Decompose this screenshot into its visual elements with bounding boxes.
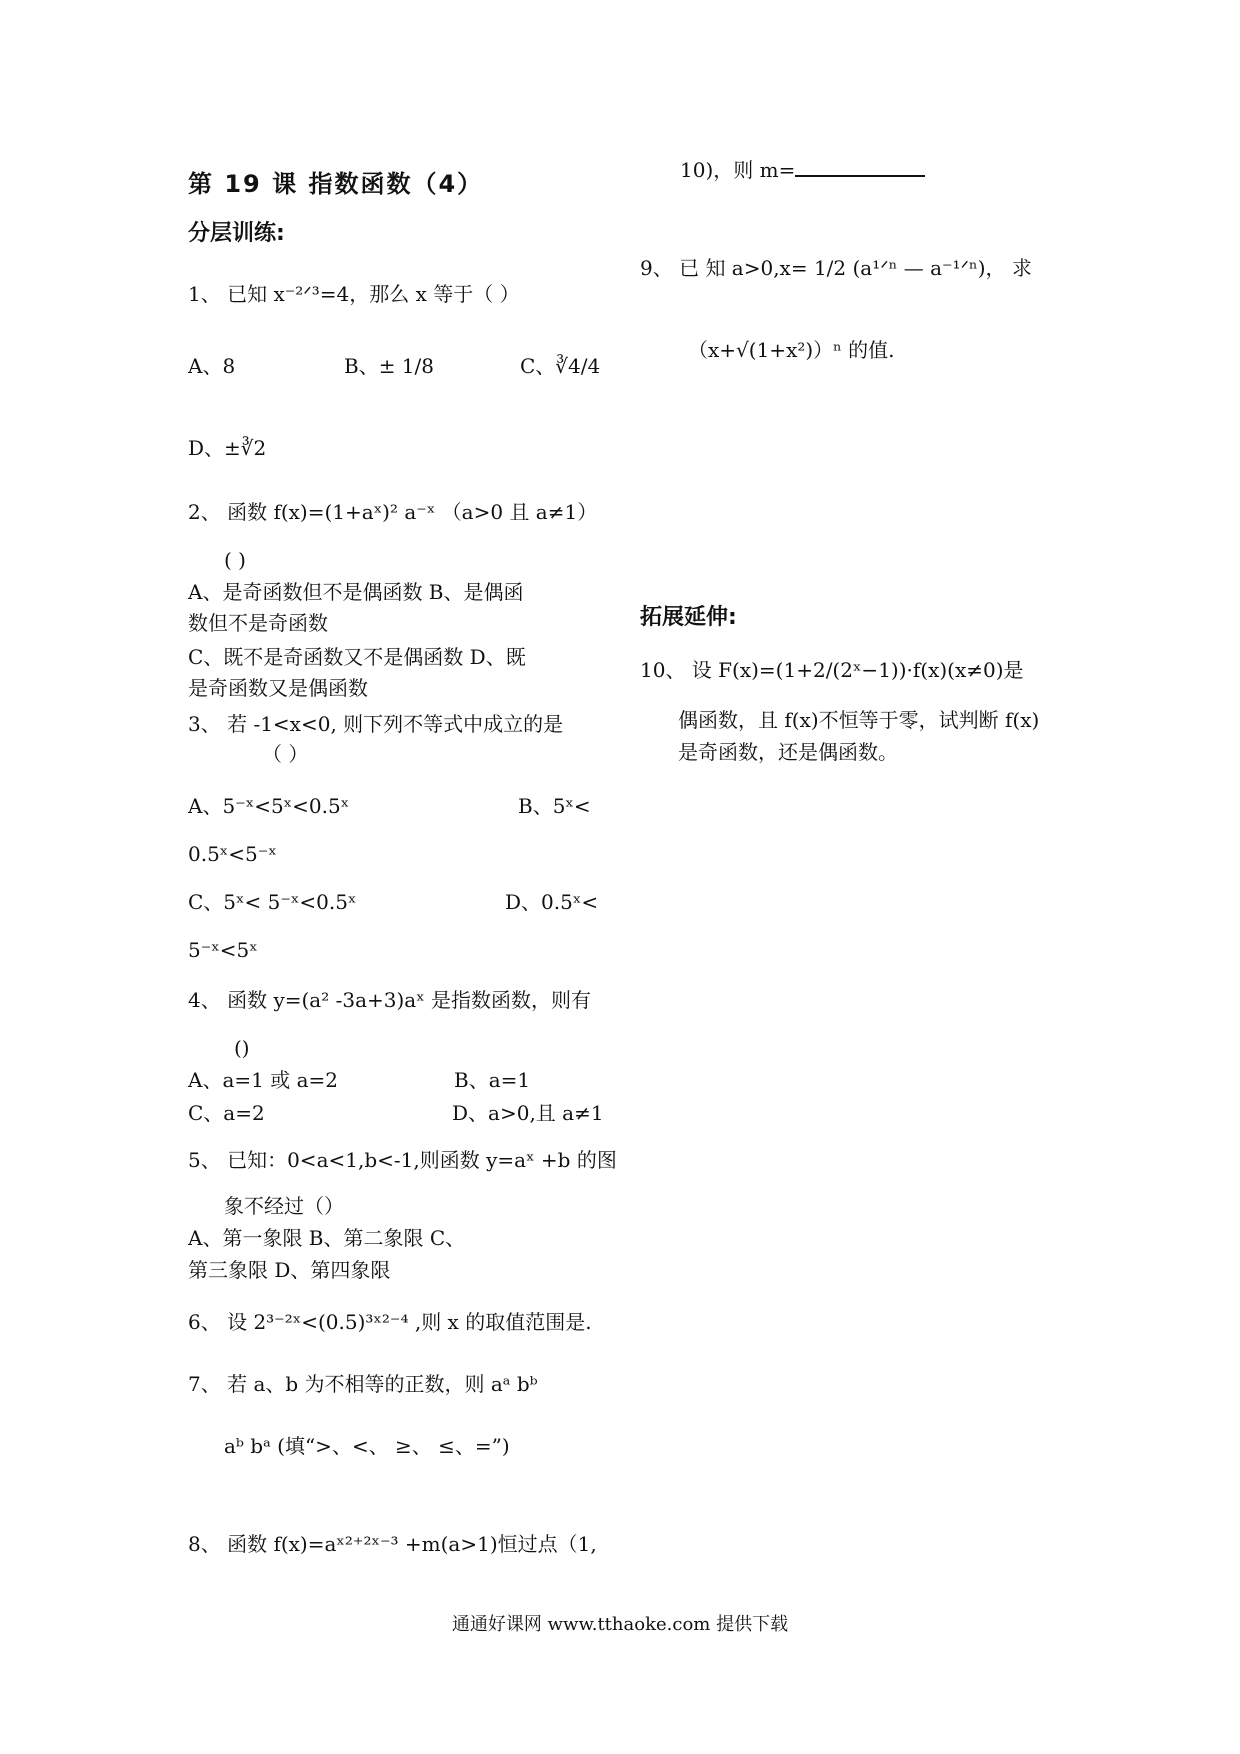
question-3-option-b-part1: B、5ˣ< — [518, 794, 591, 818]
question-2-options-ab-line1: A、是奇函数但不是偶函数 B、是偶函 — [188, 580, 524, 604]
question-6-stem: 6、 设 2³⁻²ˣ<(0.5)³ˣ²⁻⁴ ,则 x 的取值范围是. — [188, 1310, 592, 1334]
question-2-answer-paren: ( ) — [224, 548, 246, 572]
answer-blank — [795, 157, 925, 177]
question-2-options-ab-line2: 数但不是奇函数 — [188, 611, 328, 635]
question-4-option-a: A、a=1 或 a=2 — [188, 1068, 338, 1092]
question-3-stem: 3、 若 -1<x<0, 则下列不等式中成立的是 — [188, 712, 564, 736]
question-3-option-d-part1: D、0.5ˣ< — [505, 890, 599, 914]
question-7-stem: 7、 若 a、b 为不相等的正数，则 aᵃ bᵇ — [188, 1372, 538, 1396]
question-3-option-b-part2: 0.5ˣ<5⁻ˣ — [188, 842, 277, 866]
question-5-stem: 5、 已知：0<a<1,b<-1,则函数 y=aˣ +b 的图 — [188, 1148, 617, 1172]
question-3-option-a: A、5⁻ˣ<5ˣ<0.5ˣ — [188, 794, 350, 818]
question-10-stem: 10、 设 F(x)=(1+2/(2ˣ−1))·f(x)(x≠0)是 — [640, 658, 1024, 682]
question-5-options-line2: 第三象限 D、第四象限 — [188, 1258, 391, 1282]
question-3-option-c: C、5ˣ< 5⁻ˣ<0.5ˣ — [188, 890, 357, 914]
question-4-option-b: B、a=1 — [454, 1068, 531, 1092]
question-10-line2: 偶函数，且 f(x)不恒等于零，试判断 f(x) — [678, 708, 1040, 732]
question-3-answer-paren: （ ） — [262, 742, 309, 766]
question-8-continued-text: 10)，则 m= — [680, 158, 796, 182]
question-1-option-c: C、∛4/4 — [520, 354, 601, 378]
question-2-options-cd-line1: C、既不是奇函数又不是偶函数 D、既 — [188, 645, 526, 669]
question-8-continued — [680, 156, 925, 184]
question-2-stem: 2、 函数 f(x)=(1+aˣ)² a⁻ˣ （a>0 且 a≠1） — [188, 500, 598, 524]
question-4-answer-paren: () — [234, 1036, 250, 1060]
question-4-stem: 4、 函数 y=(a² -3a+3)aˣ 是指数函数，则有 — [188, 988, 592, 1012]
question-2-options-cd-line2: 是奇函数又是偶函数 — [188, 676, 368, 700]
question-1-option-d: D、±∛2 — [188, 436, 267, 460]
question-1-option-b: B、± 1/8 — [344, 354, 434, 378]
footer-download-credit: 通通好课网 www.tthaoke.com 提供下载 — [451, 1614, 789, 1635]
question-9-expression: （x+√(1+x²)）ⁿ 的值. — [688, 338, 895, 362]
question-4-option-d: D、a>0,且 a≠1 — [452, 1101, 604, 1125]
question-10-line3: 是奇函数，还是偶函数。 — [678, 740, 898, 764]
question-3-option-d-part2: 5⁻ˣ<5ˣ — [188, 938, 258, 962]
question-8-stem: 8、 函数 f(x)=aˣ²⁺²ˣ⁻³ +m(a>1)恒过点（1, — [188, 1532, 597, 1556]
question-5-stem-line2: 象不经过（） — [224, 1194, 344, 1218]
question-1-stem: 1、 已知 x⁻²ᐟ³=4，那么 x 等于（ ） — [188, 282, 520, 306]
question-4-option-c: C、a=2 — [188, 1101, 265, 1125]
lesson-title: 第 19 课 指数函数（4） — [188, 170, 484, 198]
question-7-fill-instruction: aᵇ bᵃ (填“>、<、 ≥、 ≤、=”) — [224, 1434, 510, 1458]
section-heading-layered-training: 分层训练: — [188, 221, 285, 246]
section-heading-extension: 拓展延伸: — [640, 605, 737, 630]
question-9-stem: 9、 已 知 a>0,x= 1/2 (a¹ᐟⁿ — a⁻¹ᐟⁿ)， 求 — [640, 256, 1032, 280]
question-1-option-a: A、8 — [188, 354, 236, 378]
question-5-options-line1: A、第一象限 B、第二象限 C、 — [188, 1226, 466, 1250]
